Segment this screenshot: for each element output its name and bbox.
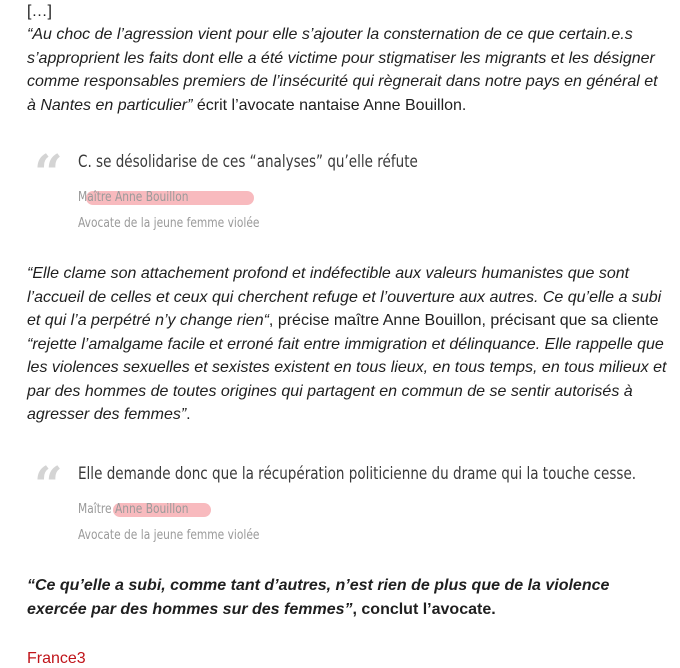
- paragraph-2-quote-2: “rejette l’amalgame facile et erroné fait entre immigration et délinquance. Elle rappelle que les violences sexuelles et sexistes existent en tous lieux, en tous temps, en tous milieux et par des hommes de toutes origines qui partagent en commun de se sentir autorisés à agresser des femmes”: [27, 335, 667, 423]
- conclusion-quote: “Ce qu’elle a subi, comme tant d’autres, n’est rien de plus que de la violence exercée par des hommes sur des femmes”: [27, 577, 610, 618]
- paragraph-2-quote-1: “Elle clame son attachement profond et indéfectible aux valeurs humanistes que sont l’accueil de celles et ceux qui cherchent refuge et l’ouverture aux autres. Ce qu’elle a subi et qui l’a perpétré n’y change rien“: [27, 265, 662, 329]
- pullquote-1-author: Maître Anne Bouillon: [78, 190, 189, 205]
- quote-mark-icon: “: [34, 143, 63, 202]
- conclusion: [27, 574, 667, 621]
- conclusion-tail: , conclut l’avocate.: [352, 600, 496, 618]
- paragraph-2-end: .: [186, 406, 191, 423]
- pullquote-1-text: C. se désolidarise de ces “analyses” qu’elle réfute: [78, 152, 418, 171]
- paragraph-1-quote: “Au choc de l’agression vient pour elle s’ajouter la consternation de ce que certain.e.s s’approprient les faits dont elle a été victime pour stigmatiser les migrants et les désigner comme responsables premiers de l’insécurité qui règnerait dans notre pays en général et à Nantes en particulier”: [27, 26, 658, 114]
- paragraph-2: [27, 262, 667, 427]
- paragraph-1-tail: écrit l’avocate nantaise Anne Bouillon.: [192, 96, 467, 114]
- paragraph-2-mid: , précise maître Anne Bouillon, précisant que sa cliente: [268, 312, 659, 329]
- paragraph-1: [27, 23, 667, 117]
- quote-mark-icon: “: [34, 455, 63, 514]
- pullquote-2-author: Maître Anne Bouillon: [78, 502, 189, 517]
- pullquote-1-role: Avocate de la jeune femme violée: [78, 216, 260, 231]
- pullquote-2-role: Avocate de la jeune femme violée: [78, 528, 260, 543]
- ellipsis: […]: [27, 3, 52, 20]
- source-link[interactable]: France3: [27, 650, 86, 667]
- pullquote-2-text: Elle demande donc que la récupération politicienne du drame qui la touche cesse.: [78, 464, 637, 483]
